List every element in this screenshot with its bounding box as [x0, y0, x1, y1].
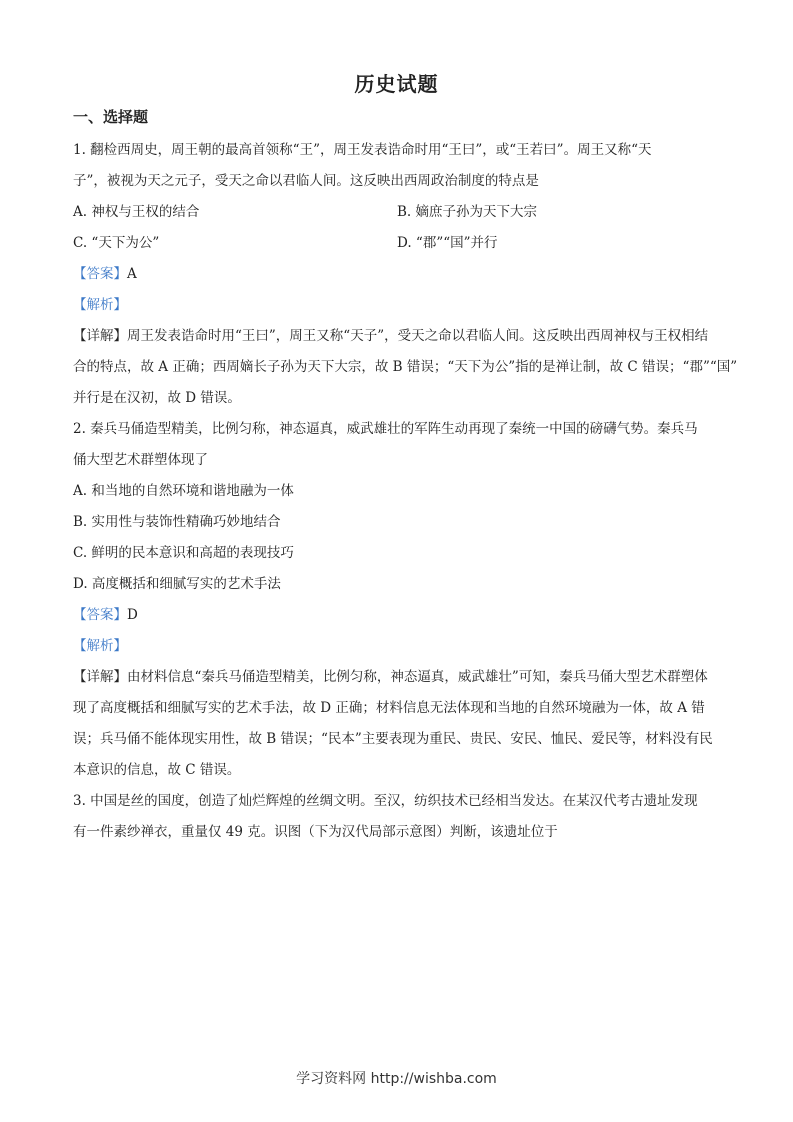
answer-line [73, 259, 723, 290]
detail-text: 【详解】周王发表诰命时用“王曰”，周王又称“天子”，受天之命以君临人间。这反映出西周神权与王权相结 [73, 328, 709, 344]
options-row [73, 228, 723, 259]
analysis-tag: 【解析】 [73, 638, 127, 654]
detail-text: 并行是在汉初，故 D 错误。 [73, 390, 241, 406]
page-title: 历史试题 [354, 72, 439, 96]
question-stem: 1. 翻检西周史，周王朝的最高首领称“王”，周王发表诰命时用“王曰”，或“王若曰”。周王又称“天 [73, 142, 652, 158]
answer-value: A [127, 266, 137, 282]
detail-text: 本意识的信息，故 C 错误。 [73, 762, 241, 778]
question-stem: 俑大型艺术群塑体现了 [73, 452, 208, 468]
analysis-tag: 【解析】 [73, 297, 127, 313]
option-d: D. 高度概括和细腻写实的艺术手法 [73, 576, 281, 592]
answer-line [73, 600, 723, 631]
option-b: B. 实用性与装饰性精确巧妙地结合 [73, 514, 281, 530]
detail-text: 现了高度概括和细腻写实的艺术手法，故 D 正确；材料信息无法体现和当地的自然环境融为一体，故 A 错 [73, 700, 705, 716]
question-1 [73, 135, 738, 414]
answer-value: D [127, 607, 138, 623]
option-b: B. 嫡庶子孙为天下大宗 [397, 204, 538, 220]
question-stem: 子”，被视为天之元子，受天之命以君临人间。这反映出西周政治制度的特点是 [73, 173, 539, 189]
section-heading: 一、选择题 [73, 108, 149, 126]
option-a: A. 和当地的自然环境和谐地融为一体 [73, 483, 294, 499]
footer-watermark: 学习资料网 http://wishba.com [296, 1071, 497, 1087]
option-c: C. 鲜明的民本意识和高超的表现技巧 [73, 545, 294, 561]
option-c: C. “天下为公” [73, 235, 160, 251]
question-2 [73, 414, 723, 786]
option-d: D. “郡”“国”并行 [397, 235, 498, 251]
answer-tag: 【答案】 [73, 266, 127, 282]
question-stem: 2. 秦兵马俑造型精美，比例匀称，神态逼真，威武雄壮的军阵生动再现了秦统一中国的磅礴气势。秦兵马 [73, 421, 698, 437]
detail-text: 误；兵马俑不能体现实用性，故 B 错误；“民本”主要表现为重民、贵民、安民、恤民、爱民等，材料没有民 [73, 731, 713, 747]
question-stem: 3. 中国是丝的国度，创造了灿烂辉煌的丝绸文明。至汉，纺织技术已经相当发达。在某汉代考古遗址发现 [73, 793, 698, 809]
analysis-line [73, 290, 723, 321]
options-row [73, 197, 723, 228]
analysis-line [73, 631, 723, 662]
detail-text: 合的特点，故 A 正确；西周嫡长子孙为天下大宗，故 B 错误；“天下为公”指的是禅让制，故 C 错误；“郡”“国” [73, 359, 738, 375]
option-a: A. 神权与王权的结合 [73, 204, 200, 220]
detail-text: 【详解】由材料信息“秦兵马俑造型精美，比例匀称，神态逼真，威武雄壮”可知，秦兵马俑大型艺术群塑体 [73, 669, 708, 685]
question-3 [73, 786, 723, 848]
answer-tag: 【答案】 [73, 607, 127, 623]
question-stem: 有一件素纱禅衣，重量仅 49 克。识图（下为汉代局部示意图）判断，该遗址位于 [73, 824, 558, 840]
